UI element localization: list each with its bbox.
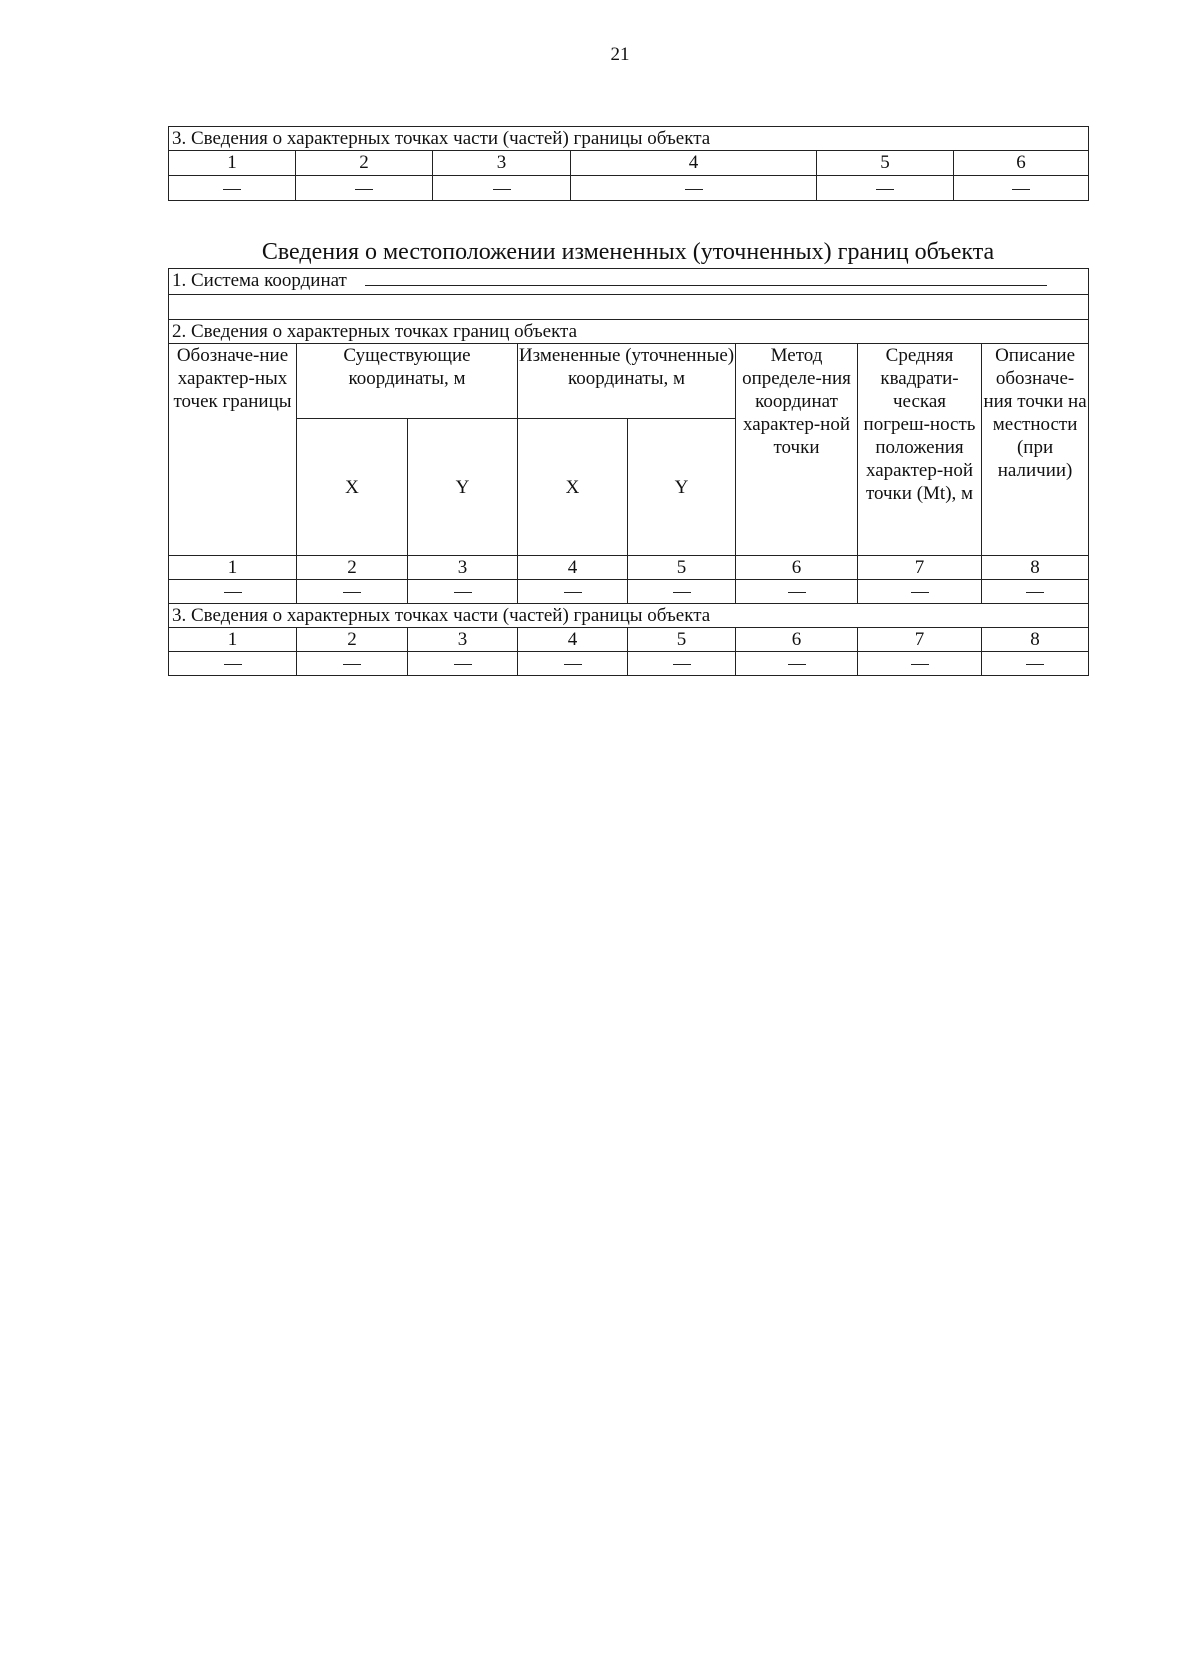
column-number: 1 bbox=[169, 151, 296, 176]
empty-value-cell bbox=[817, 176, 954, 201]
dash-mark bbox=[685, 189, 703, 190]
header-existing-coordinates: Существующие координаты, м bbox=[297, 344, 518, 419]
header-mean-square-error: Средняя квадрати-ческая погреш-ность положения характер-ной точки (Mt), м bbox=[858, 344, 982, 556]
section3-title: 3. Сведения о характерных точках части (частей) границы объекта bbox=[169, 127, 1089, 151]
dash-mark bbox=[454, 592, 472, 593]
dash-mark bbox=[788, 592, 806, 593]
column-number: 2 bbox=[296, 151, 433, 176]
empty-value-cell bbox=[982, 580, 1089, 604]
section2-title: 2. Сведения о характерных точках границ объекта bbox=[169, 320, 1089, 344]
section-heading: Сведения о местоположении измененных (уточненных) границ объекта bbox=[261, 239, 995, 265]
dash-mark bbox=[224, 592, 242, 593]
dash-mark bbox=[343, 664, 361, 665]
dash-mark bbox=[355, 189, 373, 190]
coordinate-system-blank-line bbox=[365, 271, 1047, 286]
column-number: 8 bbox=[982, 556, 1089, 580]
column-number: 7 bbox=[858, 628, 982, 652]
dash-mark bbox=[493, 189, 511, 190]
empty-value-cell bbox=[408, 580, 518, 604]
column-number: 3 bbox=[408, 628, 518, 652]
column-number: 4 bbox=[571, 151, 817, 176]
column-number: 6 bbox=[736, 556, 858, 580]
dash-mark bbox=[911, 664, 929, 665]
coordinate-system-label: 1. Система координат bbox=[172, 270, 347, 291]
column-number: 2 bbox=[297, 628, 408, 652]
header-y-changed: Y bbox=[628, 419, 736, 556]
empty-value-cell bbox=[169, 580, 297, 604]
header-point-designation: Обозначе-ние характер-ных точек границы bbox=[169, 344, 297, 556]
dash-mark bbox=[1026, 664, 1044, 665]
column-number: 6 bbox=[736, 628, 858, 652]
page-number: 21 bbox=[610, 44, 630, 65]
empty-value-cell bbox=[628, 652, 736, 676]
column-number: 8 bbox=[982, 628, 1089, 652]
dash-mark bbox=[788, 664, 806, 665]
column-number: 2 bbox=[297, 556, 408, 580]
dash-mark bbox=[1026, 592, 1044, 593]
header-y-existing: Y bbox=[408, 419, 518, 556]
dash-mark bbox=[564, 592, 582, 593]
header-x-changed: X bbox=[518, 419, 628, 556]
dash-mark bbox=[223, 189, 241, 190]
empty-value-cell bbox=[858, 580, 982, 604]
column-number: 6 bbox=[954, 151, 1089, 176]
header-determination-method: Метод определе-ния координат характер-ной точки bbox=[736, 344, 858, 556]
empty-value-cell bbox=[858, 652, 982, 676]
column-number: 4 bbox=[518, 628, 628, 652]
header-x-existing: X bbox=[297, 419, 408, 556]
header-point-description: Описание обозначе-ния точки на местности (при наличии) bbox=[982, 344, 1089, 556]
empty-value-cell bbox=[954, 176, 1089, 201]
empty-value-cell bbox=[628, 580, 736, 604]
empty-value-cell bbox=[571, 176, 817, 201]
section3-title: 3. Сведения о характерных точках части (частей) границы объекта bbox=[169, 604, 1089, 628]
empty-value-cell bbox=[296, 176, 433, 201]
table-characteristic-points-parts-previous bbox=[168, 126, 1089, 201]
column-number: 5 bbox=[817, 151, 954, 176]
empty-value-cell bbox=[433, 176, 571, 201]
dash-mark bbox=[224, 664, 242, 665]
dash-mark bbox=[1012, 189, 1030, 190]
dash-mark bbox=[564, 664, 582, 665]
empty-value-cell bbox=[982, 652, 1089, 676]
dash-mark bbox=[343, 592, 361, 593]
column-number: 5 bbox=[628, 628, 736, 652]
empty-value-cell bbox=[736, 652, 858, 676]
column-number: 4 bbox=[518, 556, 628, 580]
empty-value-cell bbox=[297, 652, 408, 676]
empty-value-cell bbox=[297, 580, 408, 604]
dash-mark bbox=[673, 664, 691, 665]
empty-value-cell bbox=[518, 652, 628, 676]
column-number: 5 bbox=[628, 556, 736, 580]
blank-row bbox=[169, 295, 1089, 320]
dash-mark bbox=[911, 592, 929, 593]
dash-mark bbox=[876, 189, 894, 190]
dash-mark bbox=[454, 664, 472, 665]
column-number: 3 bbox=[433, 151, 571, 176]
column-number: 7 bbox=[858, 556, 982, 580]
empty-value-cell bbox=[408, 652, 518, 676]
empty-value-cell bbox=[169, 652, 297, 676]
empty-value-cell bbox=[169, 176, 296, 201]
empty-value-cell bbox=[518, 580, 628, 604]
column-number: 1 bbox=[169, 628, 297, 652]
empty-value-cell bbox=[736, 580, 858, 604]
column-number: 1 bbox=[169, 556, 297, 580]
column-number: 3 bbox=[408, 556, 518, 580]
coordinate-system-row bbox=[169, 269, 1089, 295]
table-changed-boundaries bbox=[168, 268, 1089, 676]
header-changed-coordinates: Измененные (уточненные) координаты, м bbox=[518, 344, 736, 419]
dash-mark bbox=[673, 592, 691, 593]
